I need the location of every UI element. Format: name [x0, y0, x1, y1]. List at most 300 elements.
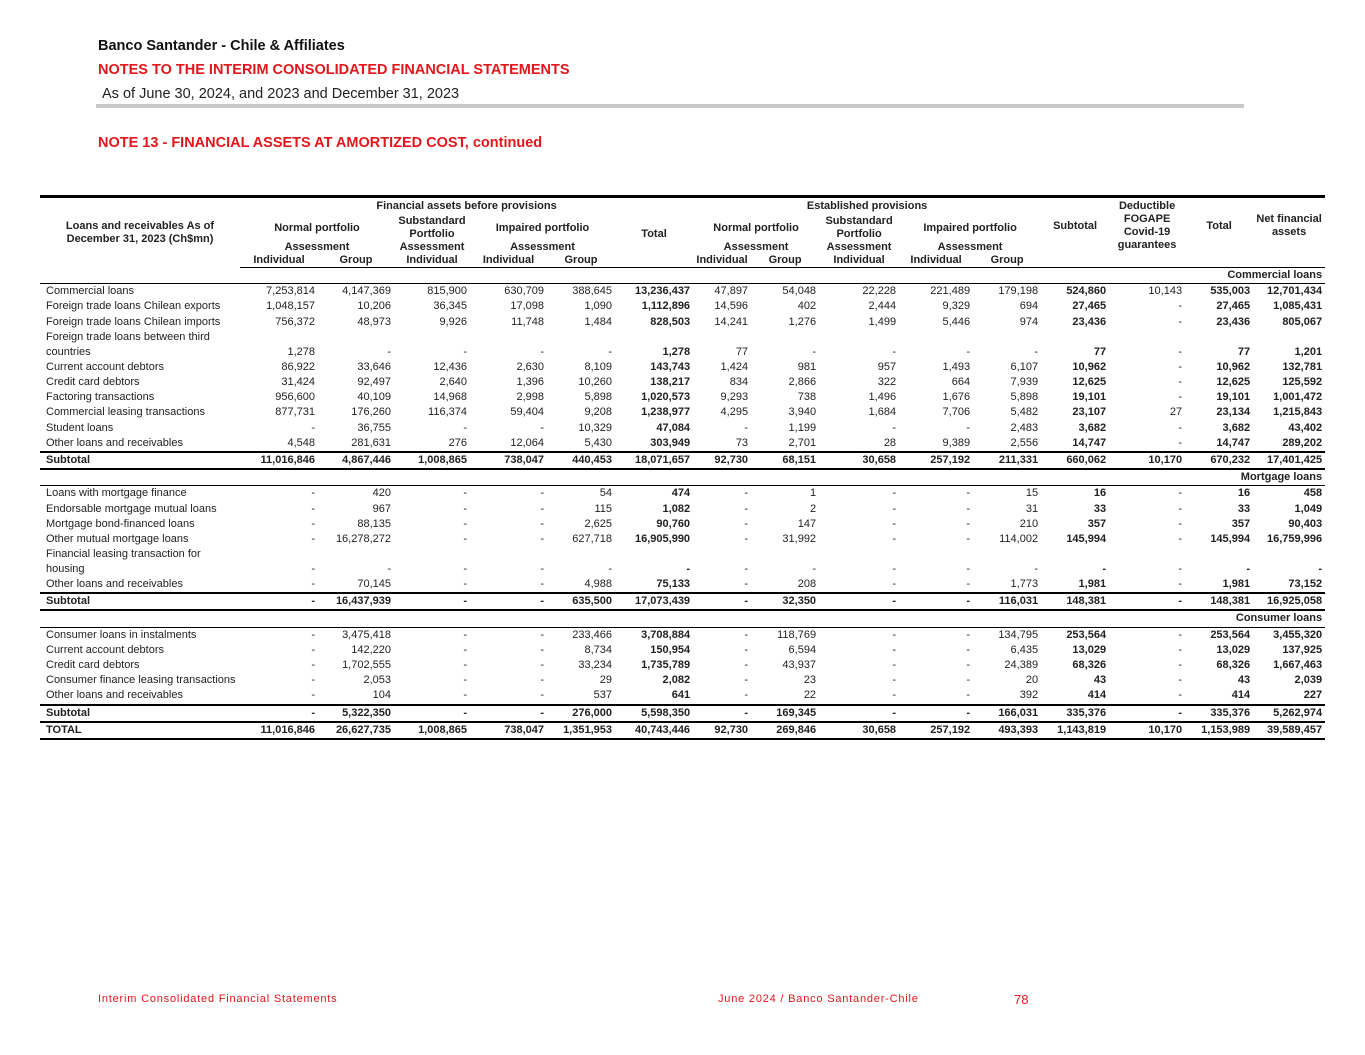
table-cell: - — [1178, 643, 1183, 656]
table-cell: 27 — [1169, 406, 1183, 419]
table-cell: 414 — [1231, 689, 1251, 702]
table-cell: 1 — [809, 487, 817, 500]
table-cell: - — [966, 674, 971, 687]
table-cell: - — [966, 659, 971, 672]
table-cell: 2,053 — [363, 674, 391, 687]
section-header-row — [40, 469, 1325, 486]
table-row — [40, 658, 1325, 673]
table-cell: 627,718 — [572, 532, 612, 545]
subtotal-cell: 166,031 — [973, 705, 1041, 722]
table-cell: 9,293 — [720, 391, 749, 404]
table-cell: 77 — [735, 345, 749, 358]
row-label: Financial leasing transaction for housing — [46, 548, 201, 575]
table-cell: 73,152 — [1288, 578, 1323, 591]
row-label: Foreign trade loans Chilean imports — [46, 315, 221, 328]
table-cell: 1,238,977 — [641, 406, 691, 419]
total-cell: 738,047 — [470, 722, 547, 739]
footer-left: Interim Consolidated Financial Statements — [98, 993, 338, 1005]
table-cell: 2,444 — [868, 300, 897, 313]
table-cell: 8,109 — [584, 360, 612, 373]
table-cell: 23,134 — [1216, 406, 1251, 419]
table-cell: 54 — [599, 487, 612, 500]
table-row — [40, 390, 1325, 405]
table-cell: - — [1034, 563, 1039, 575]
table-cell: 13,029 — [1216, 643, 1251, 656]
footer-middle: June 2024 / Banco Santander-Chile — [718, 993, 919, 1005]
table-cell: 114,002 — [999, 532, 1039, 545]
table-cell: - — [540, 643, 544, 656]
table-cell: - — [1246, 563, 1251, 575]
table-cell: - — [311, 674, 315, 687]
page-number: 78 — [1014, 992, 1029, 1007]
table-cell: 88,135 — [357, 517, 391, 530]
section-header-row — [40, 610, 1325, 627]
group-header: Group — [547, 254, 615, 268]
subtotal-label: Subtotal — [40, 452, 240, 469]
grand-total-row — [40, 722, 1325, 739]
subtotal-cell: 1,008,865 — [394, 452, 470, 469]
table-cell: 10,962 — [1072, 360, 1107, 373]
subtotal-cell: 5,322,350 — [318, 705, 394, 722]
subtotal-cell: 440,453 — [547, 452, 615, 469]
table-cell: - — [540, 421, 544, 434]
table-cell: 2,082 — [662, 674, 691, 687]
table-cell: 2,998 — [516, 391, 544, 404]
table-cell: - — [966, 532, 971, 545]
subtotal-cell: - — [693, 593, 751, 610]
table-cell: 1,199 — [788, 421, 817, 434]
subtotal-label: Subtotal — [40, 593, 240, 610]
subtotal-cell: 17,401,425 — [1253, 452, 1325, 469]
table-cell: 756,372 — [275, 315, 315, 328]
table-cell: - — [463, 659, 467, 672]
table-cell: - — [744, 421, 749, 434]
table-cell: - — [1178, 360, 1183, 373]
table-cell: 414 — [1087, 689, 1107, 702]
group-header: Group — [318, 254, 394, 268]
table-cell: 2,556 — [1010, 436, 1039, 449]
table-cell: 1,981 — [1222, 578, 1251, 591]
table-cell: 176,260 — [351, 406, 391, 419]
subtotal-cell: 116,031 — [973, 593, 1041, 610]
table-cell: - — [812, 563, 817, 575]
table-cell: 1,082 — [662, 502, 691, 515]
table-cell: - — [1178, 674, 1183, 687]
table-cell: - — [540, 674, 544, 687]
table-cell: 208 — [797, 578, 817, 591]
row-label: Current account debtors — [46, 643, 165, 656]
table-cell: 957 — [877, 360, 897, 373]
row-label: Commercial loans — [46, 285, 135, 298]
table-cell: - — [463, 487, 467, 500]
table-cell: 1,493 — [942, 360, 971, 373]
table-cell: 31,992 — [782, 532, 817, 545]
table-cell: - — [966, 517, 971, 530]
table-cell: 2,866 — [788, 376, 817, 389]
subtotal-row — [40, 452, 1325, 469]
table-cell: 3,940 — [788, 406, 817, 419]
table-cell: - — [1178, 345, 1183, 358]
subtotal-cell: - — [819, 593, 899, 610]
table-cell: 27,465 — [1216, 300, 1251, 313]
table-cell: 1,048,157 — [266, 300, 315, 313]
table-row — [40, 421, 1325, 436]
table-cell: 118,769 — [777, 628, 817, 641]
subtotal-cell: - — [899, 705, 973, 722]
table-cell: - — [966, 563, 971, 575]
table-cell: 1,020,573 — [641, 391, 691, 404]
table-cell: - — [892, 689, 897, 702]
table-cell: 86,922 — [281, 360, 315, 373]
table-cell: 281,631 — [351, 436, 391, 449]
table-cell: 68,326 — [1072, 659, 1107, 672]
impaired-portfolio-header-prov: Impaired portfolio — [923, 221, 1017, 234]
table-cell: 29 — [599, 674, 612, 687]
table-cell: 458 — [1303, 487, 1323, 500]
row-label: Credit card debtors — [46, 659, 140, 672]
table-cell: 10,260 — [578, 376, 612, 389]
table-cell: - — [744, 689, 749, 702]
table-cell: - — [1178, 376, 1183, 389]
table-cell: - — [1178, 391, 1183, 404]
subtotal-cell: - — [899, 593, 973, 610]
table-cell: 23,436 — [1216, 315, 1251, 328]
table-cell: 1,112,896 — [641, 300, 691, 313]
subtotal-cell: - — [1109, 705, 1185, 722]
table-cell: - — [966, 502, 971, 515]
table-row — [40, 627, 1325, 643]
subtotal-cell: 211,331 — [973, 452, 1041, 469]
table-cell: 3,682 — [1078, 421, 1107, 434]
table-cell: 12,625 — [1216, 376, 1251, 389]
table-cell: - — [892, 578, 897, 591]
subtotal-cell: - — [470, 705, 547, 722]
table-cell: 1,276 — [788, 315, 817, 328]
table-cell: 227 — [1303, 689, 1323, 702]
subtotal-cell: 5,598,350 — [615, 705, 693, 722]
row-label: Foreign trade loans between third countries — [46, 330, 210, 358]
table-cell: 6,435 — [1010, 643, 1039, 656]
as-of-date: As of June 30, 2024, and 2023 and December 31, 2023 — [102, 86, 460, 102]
table-cell: - — [744, 532, 749, 545]
total-cell: 269,846 — [751, 722, 819, 739]
table-cell: 22 — [803, 689, 817, 702]
table-cell: 630,709 — [504, 285, 544, 298]
substandard-portfolio-header-prov: Substandard Portfolio — [825, 215, 893, 240]
table-cell: 420 — [372, 487, 391, 500]
table-cell: 2,483 — [1010, 421, 1039, 434]
table-cell: 6,594 — [788, 643, 817, 656]
table-cell: - — [744, 502, 749, 515]
table-cell: 2,630 — [516, 360, 544, 373]
table-cell: 70,145 — [357, 578, 391, 591]
table-cell: 40,109 — [357, 391, 391, 404]
table-cell: - — [463, 643, 467, 656]
table-cell: 834 — [729, 376, 749, 389]
table-cell: 23,107 — [1072, 406, 1107, 419]
table-cell: 14,596 — [714, 300, 749, 313]
table-cell: 1,049 — [1294, 502, 1323, 515]
table-cell: 981 — [797, 360, 817, 373]
table-cell: 1,278 — [662, 345, 691, 358]
table-row — [40, 517, 1325, 532]
table-cell: 956,600 — [275, 391, 315, 404]
table-cell: 221,489 — [930, 285, 971, 298]
table-cell: 8,734 — [584, 643, 612, 656]
table-cell: - — [540, 487, 544, 500]
table-cell: - — [1178, 502, 1183, 515]
table-cell: 90,760 — [656, 517, 691, 530]
table-cell: 36,345 — [433, 300, 467, 313]
table-cell: - — [1178, 436, 1183, 449]
subtotal-cell: 4,867,446 — [318, 452, 394, 469]
table-cell: - — [311, 643, 315, 656]
table-cell: - — [1178, 563, 1183, 575]
table-cell: 19,101 — [1216, 391, 1251, 404]
table-cell: - — [1178, 517, 1183, 530]
individual-header: Individual — [819, 254, 899, 268]
total-cell: 30,658 — [819, 722, 899, 739]
subtotal-cell: 169,345 — [751, 705, 819, 722]
table-row — [40, 673, 1325, 688]
table-cell: 738 — [797, 391, 817, 404]
table-cell: 276 — [448, 436, 467, 449]
table-cell: 90,403 — [1288, 517, 1323, 530]
table-cell: - — [966, 578, 971, 591]
subtotal-cell: - — [240, 593, 318, 610]
table-row — [40, 284, 1325, 300]
table-cell: - — [311, 628, 315, 641]
table-cell: 73 — [735, 436, 749, 449]
table-cell: 14,747 — [1072, 436, 1107, 449]
table-cell: - — [812, 345, 817, 358]
table-cell: 137,925 — [1282, 643, 1323, 656]
table-cell: 524,860 — [1066, 285, 1107, 298]
table-cell: 143,743 — [650, 360, 691, 373]
individual-header: Individual — [899, 254, 973, 268]
row-label: Other mutual mortgage loans — [46, 532, 189, 545]
table-cell: - — [608, 345, 612, 358]
table-cell: 31,424 — [281, 376, 315, 389]
table-cell: 13,236,437 — [635, 285, 691, 298]
table-cell: - — [311, 517, 315, 530]
total-cell: 10,170 — [1109, 722, 1185, 739]
table-cell: 22,228 — [862, 285, 897, 298]
table-row — [40, 577, 1325, 593]
table-cell: 43,402 — [1288, 421, 1323, 434]
table-cell: 3,475,418 — [342, 628, 391, 641]
table-cell: 4,548 — [287, 436, 315, 449]
table-cell: 233,466 — [572, 628, 612, 641]
table-cell: 7,706 — [942, 406, 971, 419]
table-row — [40, 643, 1325, 658]
table-cell: 1,396 — [516, 376, 544, 389]
normal-portfolio-header: Normal portfolio — [274, 221, 360, 234]
table-cell: - — [540, 659, 544, 672]
table-cell: 125,592 — [1282, 376, 1323, 389]
table-cell: 33 — [1237, 502, 1251, 515]
table-cell: 5,898 — [1010, 391, 1039, 404]
table-cell: - — [892, 674, 897, 687]
table-cell: - — [311, 578, 315, 591]
table-cell: 132,781 — [1282, 360, 1323, 373]
total-header-1: Total — [641, 228, 667, 240]
total-cell: 1,008,865 — [394, 722, 470, 739]
table-row — [40, 436, 1325, 452]
table-cell: 1,496 — [868, 391, 897, 404]
table-cell: 1,484 — [584, 315, 612, 328]
table-cell: - — [892, 487, 897, 500]
table-cell: 5,898 — [584, 391, 612, 404]
assessment-header: Assessment — [826, 241, 892, 253]
table-cell: - — [744, 563, 749, 575]
table-cell: 48,973 — [357, 315, 391, 328]
table-cell: - — [463, 517, 467, 530]
assessment-header: Assessment — [399, 241, 465, 253]
group-header: Group — [973, 254, 1041, 268]
table-cell: - — [966, 689, 971, 702]
total-cell: 1,143,819 — [1041, 722, 1109, 739]
table-cell: 92,497 — [357, 376, 391, 389]
table-cell: 33,234 — [578, 659, 612, 672]
subtotal-cell: 148,381 — [1041, 593, 1109, 610]
table-cell: 147 — [797, 517, 817, 530]
table-cell: 1,001,472 — [1273, 391, 1323, 404]
table-cell: - — [311, 689, 315, 702]
table-cell: 27,465 — [1072, 300, 1107, 313]
row-label: Mortgage bond-financed loans — [46, 517, 195, 530]
table-cell: 14,241 — [714, 315, 749, 328]
table-cell: 12,625 — [1072, 376, 1107, 389]
row-label: Endorsable mortgage mutual loans — [46, 502, 217, 515]
individual-header: Individual — [394, 254, 470, 268]
subtotal-cell: - — [1109, 593, 1185, 610]
row-label: Other loans and receivables — [46, 578, 183, 591]
table-cell: - — [463, 345, 467, 358]
table-cell: 392 — [1019, 689, 1039, 702]
table-cell: 43,937 — [782, 659, 817, 672]
table-cell: 877,731 — [275, 406, 315, 419]
group-established-provisions: Established provisions — [693, 197, 1041, 216]
table-cell: 815,900 — [427, 285, 467, 298]
total-cell: 493,393 — [973, 722, 1041, 739]
assessment-header: Assessment — [937, 241, 1003, 253]
table-cell: 31 — [1025, 502, 1039, 515]
table-cell: 1,735,789 — [641, 659, 691, 672]
total-cell: 257,192 — [899, 722, 973, 739]
subtotal-label: Subtotal — [40, 705, 240, 722]
table-cell: 974 — [1019, 315, 1039, 328]
table-cell: - — [892, 643, 897, 656]
normal-portfolio-header-prov: Normal portfolio — [713, 221, 799, 234]
table-cell: - — [311, 487, 315, 500]
table-cell: 9,208 — [584, 406, 612, 419]
table-cell: 4,147,369 — [342, 285, 391, 298]
table-cell: - — [540, 502, 544, 515]
table-cell: 322 — [877, 376, 897, 389]
table-cell: 142,220 — [351, 643, 391, 656]
table-cell: - — [966, 487, 971, 500]
table-cell: - — [892, 659, 897, 672]
table-cell: 357 — [1087, 517, 1107, 530]
table-cell: - — [966, 345, 971, 358]
table-cell: 3,682 — [1222, 421, 1251, 434]
table-cell: 47,084 — [656, 421, 691, 434]
row-label: Consumer loans in instalments — [46, 628, 197, 641]
table-cell: 23 — [803, 674, 817, 687]
table-row — [40, 547, 1325, 577]
assessment-header: Assessment — [510, 241, 575, 253]
table-cell: 1,215,843 — [1273, 406, 1323, 419]
table-cell: 641 — [671, 689, 691, 702]
row-label: Credit card debtors — [46, 376, 140, 389]
table-cell: - — [387, 345, 391, 358]
table-cell: 1,278 — [287, 345, 315, 358]
notes-title: NOTES TO THE INTERIM CONSOLIDATED FINANCIAL STATEMENTS — [98, 62, 570, 78]
subtotal-cell: - — [240, 705, 318, 722]
table-cell: 664 — [951, 376, 971, 389]
table-cell: - — [892, 628, 897, 641]
table-row — [40, 315, 1325, 330]
table-cell: - — [892, 502, 897, 515]
table-cell: - — [540, 628, 544, 641]
table-cell: - — [311, 421, 315, 434]
table-cell: - — [744, 517, 749, 530]
table-row — [40, 486, 1325, 502]
table-cell: - — [686, 563, 691, 575]
table-cell: - — [1178, 315, 1183, 328]
table-cell: 1,201 — [1294, 345, 1323, 358]
subtotal-header: Subtotal — [1041, 197, 1109, 255]
individual-header: Individual — [693, 254, 751, 268]
table-cell: 33 — [1093, 502, 1107, 515]
total-label: TOTAL — [40, 722, 240, 739]
table-cell: - — [311, 502, 315, 515]
row-label: Other loans and receivables — [46, 436, 183, 449]
row-label: Factoring transactions — [46, 391, 155, 404]
table-cell: - — [463, 563, 467, 575]
table-cell: 1,773 — [1010, 578, 1039, 591]
table-cell: - — [1178, 578, 1183, 591]
table-cell: 1,424 — [720, 360, 749, 373]
subtotal-cell: 30,658 — [819, 452, 899, 469]
subtotal-cell: - — [394, 705, 470, 722]
table-cell: 537 — [593, 689, 612, 702]
table-cell: - — [744, 659, 749, 672]
table-cell: - — [744, 578, 749, 591]
table-cell: - — [1178, 300, 1183, 313]
table-cell: 253,564 — [1210, 628, 1251, 641]
table-cell: 1,085,431 — [1273, 300, 1323, 313]
table-cell: 77 — [1093, 345, 1107, 358]
header-divider — [96, 104, 1244, 108]
financial-assets-table — [40, 195, 1325, 740]
table-cell: 36,755 — [357, 421, 391, 434]
subtotal-cell: - — [819, 705, 899, 722]
table-cell: 15 — [1025, 487, 1039, 500]
table-cell: - — [463, 532, 467, 545]
subtotal-cell: 11,016,846 — [240, 452, 318, 469]
table-cell: - — [892, 345, 897, 358]
subtotal-cell: 5,262,974 — [1253, 705, 1325, 722]
table-cell: 145,994 — [1066, 532, 1107, 545]
table-cell: - — [1178, 628, 1183, 641]
table-cell: - — [540, 345, 544, 358]
table-cell: 23,436 — [1072, 315, 1107, 328]
table-cell: - — [540, 689, 544, 702]
subtotal-cell: 18,071,657 — [615, 452, 693, 469]
assessment-header: Assessment — [723, 241, 789, 253]
